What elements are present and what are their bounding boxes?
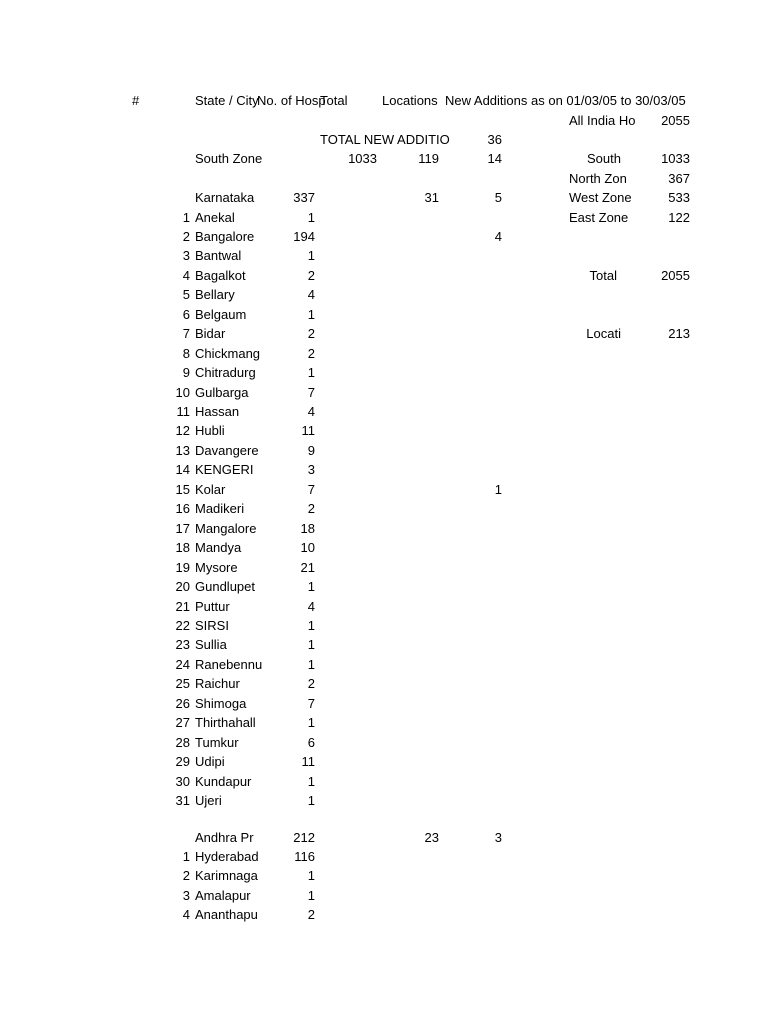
- row-new: [445, 905, 502, 925]
- row-number: 30: [175, 773, 190, 789]
- row-number: 14: [175, 462, 190, 478]
- row-hosp: 2: [307, 267, 315, 283]
- summary-west-label: West Zone: [569, 190, 632, 205]
- row-hosp: 4: [307, 598, 315, 614]
- row-hosp: 4: [307, 404, 315, 419]
- row-number: 1: [182, 209, 190, 225]
- row-city: Mandya: [195, 540, 242, 556]
- row-number: 23: [175, 637, 190, 653]
- row-hosp: 1: [307, 248, 315, 264]
- row-number: 13: [175, 442, 190, 458]
- row-city: Anekal: [195, 209, 235, 225]
- row-number: 5: [182, 287, 190, 303]
- header-locations: Locations: [382, 93, 438, 108]
- summary-all-india-label: All India Ho: [569, 113, 636, 128]
- row-new: [445, 733, 502, 753]
- row-city: Sullia: [195, 637, 227, 653]
- summary-total-value: 2055: [661, 268, 690, 283]
- row-number: 10: [175, 384, 190, 400]
- row-number: 1: [182, 849, 190, 864]
- summary-south-value: 1033: [661, 151, 690, 166]
- row-new: [445, 324, 502, 344]
- row-new: 4: [494, 228, 502, 244]
- row-new: [445, 266, 502, 286]
- row-city: Bidar: [195, 326, 226, 342]
- row-number: 22: [175, 617, 190, 633]
- row-number: 18: [175, 540, 190, 556]
- row-city: Ananthapu: [195, 907, 258, 923]
- row-hosp: 2: [307, 907, 315, 923]
- row-hosp: 9: [307, 442, 315, 458]
- row-number: 27: [175, 715, 190, 731]
- row-hosp: 7: [307, 384, 315, 400]
- row-number: 3: [182, 248, 190, 264]
- row-city: Tumkur: [195, 734, 239, 750]
- row-number: 16: [175, 501, 190, 517]
- row-new: [445, 363, 502, 383]
- row-city: Madikeri: [195, 501, 245, 517]
- summary-locations-value: 213: [668, 326, 690, 341]
- row-new: [445, 558, 502, 578]
- row-hosp: 11: [301, 754, 315, 770]
- row-city: Hassan: [195, 404, 240, 419]
- row-new: [445, 752, 502, 772]
- row-hosp: 1: [307, 656, 315, 672]
- row-number: 28: [175, 734, 190, 750]
- row-number: 2: [182, 228, 190, 244]
- row-hosp: 11: [301, 423, 315, 439]
- karnataka-label: Karnataka: [195, 190, 255, 205]
- row-number: 19: [175, 559, 190, 575]
- row-hosp: 7: [307, 481, 315, 497]
- row-new: [445, 597, 502, 617]
- karnataka-hosp: 337: [293, 190, 315, 205]
- row-hosp: 1: [307, 209, 315, 225]
- row-new: [445, 460, 502, 480]
- row-new: 1: [494, 481, 502, 497]
- row-hosp: 1: [307, 365, 315, 381]
- row-hosp: 1: [307, 617, 315, 633]
- row-city: Bantwal: [195, 248, 242, 264]
- row-number: 15: [175, 481, 190, 497]
- row-number: 31: [175, 793, 190, 808]
- row-number: 9: [182, 365, 190, 381]
- row-hosp: 1: [307, 793, 315, 808]
- summary-total-label: Total: [589, 268, 617, 283]
- row-new: [445, 655, 502, 675]
- row-number: 17: [175, 520, 190, 536]
- row-number: 4: [182, 267, 190, 283]
- row-hosp: 6: [307, 734, 315, 750]
- header-no-of-hosp: No. of Hosp: [257, 93, 326, 108]
- summary-north-value: 367: [668, 171, 690, 186]
- row-city: Kundapur: [195, 773, 252, 789]
- row-city: Ujeri: [195, 793, 222, 808]
- row-new: [445, 305, 502, 325]
- row-city: Bangalore: [195, 228, 255, 244]
- row-number: 25: [175, 676, 190, 692]
- row-hosp: 2: [307, 676, 315, 692]
- row-new: [445, 285, 502, 305]
- row-new: [445, 402, 502, 422]
- row-new: [445, 208, 502, 228]
- row-hosp: 4: [307, 287, 315, 303]
- total-new-additions-label: TOTAL NEW ADDITIO: [320, 132, 450, 147]
- row-city: Shimoga: [195, 695, 247, 711]
- summary-east-value: 122: [668, 210, 690, 225]
- row-new: [445, 499, 502, 519]
- row-new: [445, 772, 502, 792]
- south-zone-total: 1033: [348, 151, 377, 166]
- south-zone-new: 14: [487, 151, 502, 166]
- row-hosp: 3: [307, 462, 315, 478]
- row-city: Gulbarga: [195, 384, 249, 400]
- row-city: KENGERI: [195, 462, 254, 478]
- row-number: 21: [175, 598, 190, 614]
- row-number: 2: [182, 868, 190, 884]
- row-number: 29: [175, 754, 190, 770]
- summary-south-label: South: [587, 151, 621, 166]
- row-number: 7: [182, 326, 190, 342]
- row-city: Bellary: [195, 287, 235, 303]
- row-hosp: 1: [307, 306, 315, 322]
- row-number: 24: [175, 656, 190, 672]
- row-city: Udipi: [195, 754, 225, 770]
- summary-east-label: East Zone: [569, 210, 629, 225]
- row-new: [445, 886, 502, 906]
- row-new: [445, 344, 502, 364]
- row-city: Hyderabad: [195, 849, 259, 864]
- row-hosp: 194: [293, 228, 315, 244]
- row-hosp: 2: [307, 501, 315, 517]
- row-city: Ranebennu: [195, 656, 263, 672]
- row-hosp: 1: [307, 887, 315, 903]
- row-number: 3: [182, 887, 190, 903]
- row-city: Belgaum: [195, 306, 247, 322]
- row-new: [445, 847, 502, 867]
- row-number: 11: [176, 404, 190, 419]
- row-city: Chitradurg: [195, 365, 256, 381]
- row-city: Bagalkot: [195, 267, 246, 283]
- andhra-label: Andhra Pr: [195, 830, 254, 845]
- row-new: [445, 866, 502, 886]
- row-city: Raichur: [195, 676, 240, 692]
- row-new: [445, 246, 502, 266]
- row-number: 26: [175, 695, 190, 711]
- row-new: [445, 538, 502, 558]
- row-city: Puttur: [195, 598, 230, 614]
- row-hosp: 2: [307, 326, 315, 342]
- row-city: Thirthahall: [195, 715, 256, 731]
- row-city: Mangalore: [195, 520, 257, 536]
- row-number: 20: [175, 579, 190, 595]
- row-new: [445, 791, 502, 811]
- row-city: Hubli: [195, 423, 225, 439]
- row-number: 4: [182, 907, 190, 923]
- row-hosp: 7: [307, 695, 315, 711]
- row-hosp: 116: [294, 849, 315, 864]
- row-city: Amalapur: [195, 887, 251, 903]
- row-city: Chickmang: [195, 345, 261, 361]
- row-number: 8: [182, 345, 190, 361]
- header-total: Total: [320, 93, 348, 108]
- row-new: [445, 635, 502, 655]
- row-new: [445, 694, 502, 714]
- row-new: [445, 577, 502, 597]
- south-zone-locations: 119: [418, 151, 439, 166]
- row-hosp: 1: [307, 715, 315, 731]
- row-hosp: 18: [300, 520, 315, 536]
- row-new: [445, 441, 502, 461]
- row-hosp: 10: [300, 540, 315, 556]
- karnataka-locations: 31: [424, 190, 439, 205]
- summary-locations-label: Locati: [586, 326, 621, 341]
- total-new-additions-value: 36: [487, 132, 502, 147]
- row-city: Karimnaga: [195, 868, 258, 884]
- row-new: [445, 616, 502, 636]
- andhra-locations: 23: [424, 830, 439, 845]
- row-city: Mysore: [195, 559, 238, 575]
- south-zone-label: South Zone: [195, 151, 263, 166]
- row-city: SIRSI: [195, 617, 229, 633]
- karnataka-new: 5: [494, 190, 502, 205]
- row-new: [445, 674, 502, 694]
- header-state-city: State / City: [195, 93, 259, 108]
- header-hash: #: [132, 93, 140, 108]
- row-number: 6: [182, 306, 190, 322]
- row-new: [445, 383, 502, 403]
- row-new: [445, 713, 502, 733]
- summary-north-label: North Zon: [569, 171, 627, 186]
- row-city: Gundlupet: [195, 579, 255, 595]
- row-new: [445, 519, 502, 539]
- row-number: 12: [175, 423, 190, 439]
- summary-west-value: 533: [668, 190, 690, 205]
- row-hosp: 1: [307, 868, 315, 884]
- andhra-hosp: 212: [293, 830, 315, 845]
- header-new-additions: New Additions as on 01/03/05 to 30/03/05: [445, 93, 686, 108]
- row-hosp: 2: [307, 345, 315, 361]
- row-new: [445, 421, 502, 441]
- summary-all-india-value: 2055: [661, 113, 690, 128]
- row-hosp: 1: [307, 579, 315, 595]
- andhra-new: 3: [494, 830, 502, 845]
- row-city: Davangere: [195, 442, 259, 458]
- row-hosp: 21: [300, 559, 315, 575]
- row-city: Kolar: [195, 481, 226, 497]
- row-hosp: 1: [307, 773, 315, 789]
- row-hosp: 1: [307, 637, 315, 653]
